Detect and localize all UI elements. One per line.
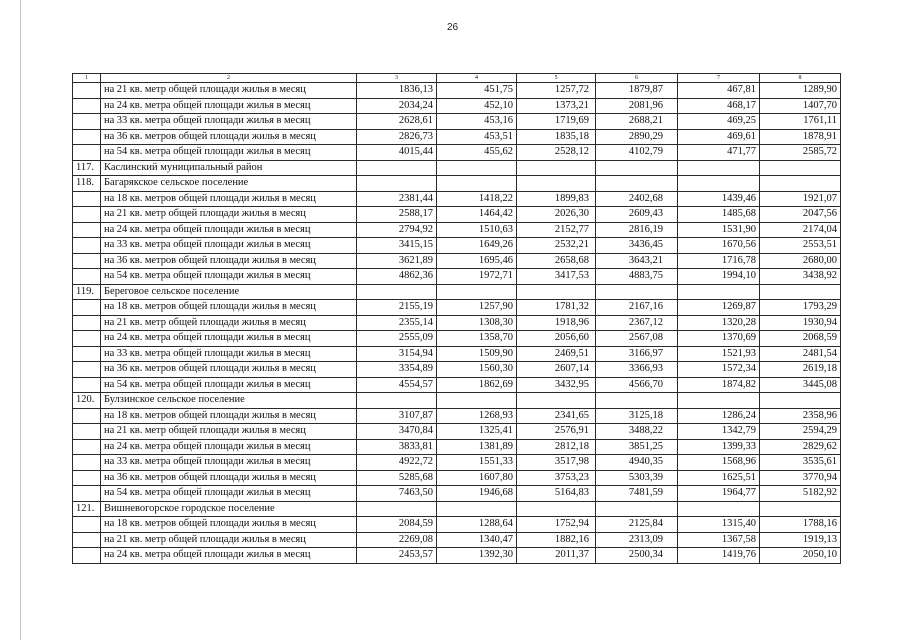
value-cell: 2313,09 <box>596 532 678 548</box>
value-cell: 3753,23 <box>517 470 596 486</box>
table-row <box>73 145 841 161</box>
value-cell: 2528,12 <box>517 145 596 161</box>
section-title: Булзинское сельское поселение <box>101 393 357 409</box>
value-cell: 4883,75 <box>596 269 678 285</box>
empty-cell <box>437 284 517 300</box>
value-cell: 1862,69 <box>437 377 517 393</box>
value-cell: 1625,51 <box>678 470 760 486</box>
value-cell: 1649,26 <box>437 238 517 254</box>
empty-cell <box>517 284 596 300</box>
section-number: 121. <box>73 501 101 517</box>
section-number: 120. <box>73 393 101 409</box>
value-cell: 3517,98 <box>517 455 596 471</box>
row-description: на 18 кв. метров общей площади жилья в месяц <box>101 191 357 207</box>
value-cell: 2658,68 <box>517 253 596 269</box>
value-cell: 2567,08 <box>596 331 678 347</box>
value-cell: 1793,29 <box>760 300 841 316</box>
value-cell: 2355,14 <box>357 315 437 331</box>
row-description: на 33 кв. метра общей площади жилья в месяц <box>101 455 357 471</box>
section-row <box>73 501 841 517</box>
value-cell: 7481,59 <box>596 486 678 502</box>
empty-cell <box>678 284 760 300</box>
value-cell: 3770,94 <box>760 470 841 486</box>
value-cell: 2812,18 <box>517 439 596 455</box>
table-row <box>73 207 841 223</box>
row-description: на 21 кв. метр общей площади жилья в месяц <box>101 83 357 99</box>
value-cell: 1560,30 <box>437 362 517 378</box>
value-cell: 1874,82 <box>678 377 760 393</box>
table-row <box>73 424 841 440</box>
value-cell: 1695,46 <box>437 253 517 269</box>
value-cell: 2500,34 <box>596 548 678 564</box>
value-cell: 2585,72 <box>760 145 841 161</box>
value-cell: 2481,54 <box>760 346 841 362</box>
value-cell: 1392,30 <box>437 548 517 564</box>
row-number-cell <box>73 222 101 238</box>
row-description: на 24 кв. метра общей площади жилья в месяц <box>101 548 357 564</box>
page-edge-rule <box>20 0 21 640</box>
empty-cell <box>357 393 437 409</box>
row-description: на 21 кв. метр общей площади жилья в месяц <box>101 532 357 548</box>
col-header: 4 <box>437 74 517 83</box>
value-cell: 1381,89 <box>437 439 517 455</box>
value-cell: 1781,32 <box>517 300 596 316</box>
value-cell: 4862,36 <box>357 269 437 285</box>
row-description: на 21 кв. метр общей площади жилья в месяц <box>101 207 357 223</box>
value-cell: 1342,79 <box>678 424 760 440</box>
row-number-cell <box>73 207 101 223</box>
row-description: на 21 кв. метр общей площади жилья в месяц <box>101 424 357 440</box>
value-cell: 1568,96 <box>678 455 760 471</box>
empty-cell <box>760 176 841 192</box>
row-description: на 54 кв. метра общей площади жилья в месяц <box>101 486 357 502</box>
value-cell: 2628,61 <box>357 114 437 130</box>
row-number-cell <box>73 83 101 99</box>
value-cell: 1288,64 <box>437 517 517 533</box>
value-cell: 3436,45 <box>596 238 678 254</box>
value-cell: 3438,92 <box>760 269 841 285</box>
value-cell: 455,62 <box>437 145 517 161</box>
value-cell: 2381,44 <box>357 191 437 207</box>
empty-cell <box>596 160 678 176</box>
value-cell: 1340,47 <box>437 532 517 548</box>
empty-cell <box>357 284 437 300</box>
value-cell: 2619,18 <box>760 362 841 378</box>
row-number-cell <box>73 548 101 564</box>
row-number-cell <box>73 532 101 548</box>
section-row <box>73 160 841 176</box>
section-number: 118. <box>73 176 101 192</box>
value-cell: 4102,79 <box>596 145 678 161</box>
value-cell: 1607,80 <box>437 470 517 486</box>
row-number-cell <box>73 98 101 114</box>
value-cell: 1946,68 <box>437 486 517 502</box>
empty-cell <box>517 393 596 409</box>
value-cell: 1972,71 <box>437 269 517 285</box>
value-cell: 1286,24 <box>678 408 760 424</box>
value-cell: 3107,87 <box>357 408 437 424</box>
empty-cell <box>596 176 678 192</box>
row-number-cell <box>73 315 101 331</box>
table-row <box>73 114 841 130</box>
value-cell: 1373,21 <box>517 98 596 114</box>
row-description: на 24 кв. метра общей площади жилья в месяц <box>101 439 357 455</box>
row-description: на 36 кв. метров общей площади жилья в месяц <box>101 253 357 269</box>
table-row <box>73 548 841 564</box>
row-number-cell <box>73 253 101 269</box>
empty-cell <box>437 501 517 517</box>
value-cell: 452,10 <box>437 98 517 114</box>
row-number-cell <box>73 300 101 316</box>
value-cell: 1289,90 <box>760 83 841 99</box>
value-cell: 1320,28 <box>678 315 760 331</box>
value-cell: 1761,11 <box>760 114 841 130</box>
row-description: на 18 кв. метров общей площади жилья в месяц <box>101 517 357 533</box>
row-number-cell <box>73 191 101 207</box>
value-cell: 471,77 <box>678 145 760 161</box>
value-cell: 1879,87 <box>596 83 678 99</box>
empty-cell <box>760 160 841 176</box>
value-cell: 1257,72 <box>517 83 596 99</box>
value-cell: 2829,62 <box>760 439 841 455</box>
value-cell: 1835,18 <box>517 129 596 145</box>
row-description: на 21 кв. метр общей площади жилья в месяц <box>101 315 357 331</box>
table-row <box>73 362 841 378</box>
value-cell: 1994,10 <box>678 269 760 285</box>
row-description: на 24 кв. метра общей площади жилья в месяц <box>101 331 357 347</box>
row-number-cell <box>73 129 101 145</box>
empty-cell <box>596 501 678 517</box>
value-cell: 2826,73 <box>357 129 437 145</box>
value-cell: 1670,56 <box>678 238 760 254</box>
col-header: 1 <box>73 74 101 83</box>
value-cell: 2155,19 <box>357 300 437 316</box>
value-cell: 1531,90 <box>678 222 760 238</box>
section-title: Каслинский муниципальный район <box>101 160 357 176</box>
row-number-cell <box>73 377 101 393</box>
value-cell: 1521,93 <box>678 346 760 362</box>
value-cell: 3535,61 <box>760 455 841 471</box>
row-description: на 24 кв. метра общей площади жилья в месяц <box>101 98 357 114</box>
value-cell: 2453,57 <box>357 548 437 564</box>
empty-cell <box>357 160 437 176</box>
col-header: 8 <box>760 74 841 83</box>
tariff-table <box>72 73 841 564</box>
table-row <box>73 377 841 393</box>
value-cell: 1325,41 <box>437 424 517 440</box>
value-cell: 3470,84 <box>357 424 437 440</box>
value-cell: 2794,92 <box>357 222 437 238</box>
row-number-cell <box>73 238 101 254</box>
row-description: на 33 кв. метра общей площади жилья в месяц <box>101 346 357 362</box>
row-description: на 54 кв. метра общей площади жилья в месяц <box>101 269 357 285</box>
value-cell: 5182,92 <box>760 486 841 502</box>
value-cell: 1464,42 <box>437 207 517 223</box>
value-cell: 468,17 <box>678 98 760 114</box>
empty-cell <box>517 176 596 192</box>
value-cell: 3833,81 <box>357 439 437 455</box>
value-cell: 1551,33 <box>437 455 517 471</box>
col-header: 2 <box>101 74 357 83</box>
table-row <box>73 331 841 347</box>
empty-cell <box>437 393 517 409</box>
table-row <box>73 269 841 285</box>
col-header: 3 <box>357 74 437 83</box>
value-cell: 1439,46 <box>678 191 760 207</box>
empty-cell <box>517 160 596 176</box>
value-cell: 469,61 <box>678 129 760 145</box>
row-description: на 24 кв. метра общей площади жилья в месяц <box>101 222 357 238</box>
value-cell: 1921,07 <box>760 191 841 207</box>
value-cell: 2358,96 <box>760 408 841 424</box>
empty-cell <box>596 393 678 409</box>
table-row <box>73 83 841 99</box>
value-cell: 2167,16 <box>596 300 678 316</box>
table-row <box>73 346 841 362</box>
value-cell: 451,75 <box>437 83 517 99</box>
value-cell: 1836,13 <box>357 83 437 99</box>
row-description: на 36 кв. метров общей площади жилья в месяц <box>101 362 357 378</box>
section-row <box>73 176 841 192</box>
value-cell: 1370,69 <box>678 331 760 347</box>
value-cell: 2341,65 <box>517 408 596 424</box>
table-row <box>73 532 841 548</box>
section-number: 119. <box>73 284 101 300</box>
empty-cell <box>678 501 760 517</box>
table-row <box>73 191 841 207</box>
value-cell: 5285,68 <box>357 470 437 486</box>
row-number-cell <box>73 331 101 347</box>
row-number-cell <box>73 408 101 424</box>
value-cell: 2553,51 <box>760 238 841 254</box>
empty-cell <box>517 501 596 517</box>
value-cell: 1572,34 <box>678 362 760 378</box>
table-row <box>73 470 841 486</box>
value-cell: 2594,29 <box>760 424 841 440</box>
value-cell: 2068,59 <box>760 331 841 347</box>
value-cell: 2084,59 <box>357 517 437 533</box>
value-cell: 2026,30 <box>517 207 596 223</box>
table-row <box>73 455 841 471</box>
value-cell: 5303,39 <box>596 470 678 486</box>
value-cell: 2607,14 <box>517 362 596 378</box>
value-cell: 5164,83 <box>517 486 596 502</box>
value-cell: 3354,89 <box>357 362 437 378</box>
empty-cell <box>437 176 517 192</box>
row-number-cell <box>73 486 101 502</box>
value-cell: 2056,60 <box>517 331 596 347</box>
table-body <box>73 83 841 564</box>
value-cell: 1918,96 <box>517 315 596 331</box>
table-row <box>73 315 841 331</box>
value-cell: 4922,72 <box>357 455 437 471</box>
value-cell: 2688,21 <box>596 114 678 130</box>
table-row <box>73 129 841 145</box>
value-cell: 4566,70 <box>596 377 678 393</box>
empty-cell <box>678 176 760 192</box>
value-cell: 1418,22 <box>437 191 517 207</box>
value-cell: 1878,91 <box>760 129 841 145</box>
value-cell: 1510,63 <box>437 222 517 238</box>
value-cell: 1752,94 <box>517 517 596 533</box>
empty-cell <box>678 160 760 176</box>
value-cell: 2816,19 <box>596 222 678 238</box>
value-cell: 1919,13 <box>760 532 841 548</box>
empty-cell <box>760 393 841 409</box>
section-title: Вишневогорское городское поселение <box>101 501 357 517</box>
column-number-row <box>73 74 841 83</box>
table-row <box>73 98 841 114</box>
value-cell: 1399,33 <box>678 439 760 455</box>
value-cell: 1268,93 <box>437 408 517 424</box>
value-cell: 1882,16 <box>517 532 596 548</box>
section-title: Береговое сельское поселение <box>101 284 357 300</box>
value-cell: 3366,93 <box>596 362 678 378</box>
table-row <box>73 486 841 502</box>
empty-cell <box>357 176 437 192</box>
value-cell: 1899,83 <box>517 191 596 207</box>
empty-cell <box>596 284 678 300</box>
table-row <box>73 300 841 316</box>
value-cell: 1788,16 <box>760 517 841 533</box>
table-row <box>73 238 841 254</box>
value-cell: 2034,24 <box>357 98 437 114</box>
section-row <box>73 284 841 300</box>
value-cell: 2011,37 <box>517 548 596 564</box>
row-number-cell <box>73 346 101 362</box>
value-cell: 2588,17 <box>357 207 437 223</box>
value-cell: 1485,68 <box>678 207 760 223</box>
value-cell: 4015,44 <box>357 145 437 161</box>
value-cell: 2081,96 <box>596 98 678 114</box>
row-number-cell <box>73 455 101 471</box>
value-cell: 3154,94 <box>357 346 437 362</box>
col-header: 5 <box>517 74 596 83</box>
value-cell: 2532,21 <box>517 238 596 254</box>
empty-cell <box>760 501 841 517</box>
value-cell: 2555,09 <box>357 331 437 347</box>
empty-cell <box>437 160 517 176</box>
value-cell: 2367,12 <box>596 315 678 331</box>
row-number-cell <box>73 517 101 533</box>
value-cell: 1716,78 <box>678 253 760 269</box>
value-cell: 3432,95 <box>517 377 596 393</box>
value-cell: 3851,25 <box>596 439 678 455</box>
value-cell: 3166,97 <box>596 346 678 362</box>
value-cell: 3488,22 <box>596 424 678 440</box>
value-cell: 2890,29 <box>596 129 678 145</box>
value-cell: 2047,56 <box>760 207 841 223</box>
row-number-cell <box>73 145 101 161</box>
value-cell: 469,25 <box>678 114 760 130</box>
value-cell: 467,81 <box>678 83 760 99</box>
row-description: на 33 кв. метра общей площади жилья в месяц <box>101 238 357 254</box>
value-cell: 2576,91 <box>517 424 596 440</box>
value-cell: 1367,58 <box>678 532 760 548</box>
row-description: на 18 кв. метров общей площади жилья в месяц <box>101 300 357 316</box>
row-description: на 33 кв. метра общей площади жилья в месяц <box>101 114 357 130</box>
value-cell: 2469,51 <box>517 346 596 362</box>
row-number-cell <box>73 424 101 440</box>
empty-cell <box>760 284 841 300</box>
value-cell: 1257,90 <box>437 300 517 316</box>
value-cell: 3621,89 <box>357 253 437 269</box>
value-cell: 1419,76 <box>678 548 760 564</box>
value-cell: 7463,50 <box>357 486 437 502</box>
page-number: 26 <box>446 22 459 33</box>
value-cell: 3643,21 <box>596 253 678 269</box>
value-cell: 1964,77 <box>678 486 760 502</box>
value-cell: 3415,15 <box>357 238 437 254</box>
value-cell: 2125,84 <box>596 517 678 533</box>
value-cell: 1308,30 <box>437 315 517 331</box>
row-number-cell <box>73 269 101 285</box>
table-row <box>73 222 841 238</box>
value-cell: 4940,35 <box>596 455 678 471</box>
value-cell: 3125,18 <box>596 408 678 424</box>
value-cell: 4554,57 <box>357 377 437 393</box>
value-cell: 2402,68 <box>596 191 678 207</box>
row-description: на 18 кв. метров общей площади жилья в месяц <box>101 408 357 424</box>
value-cell: 1407,70 <box>760 98 841 114</box>
value-cell: 453,16 <box>437 114 517 130</box>
value-cell: 1315,40 <box>678 517 760 533</box>
section-number: 117. <box>73 160 101 176</box>
col-header: 6 <box>596 74 678 83</box>
value-cell: 1269,87 <box>678 300 760 316</box>
table-row <box>73 439 841 455</box>
value-cell: 3445,08 <box>760 377 841 393</box>
row-description: на 36 кв. метров общей площади жилья в месяц <box>101 470 357 486</box>
value-cell: 1719,69 <box>517 114 596 130</box>
row-number-cell <box>73 362 101 378</box>
row-number-cell <box>73 470 101 486</box>
value-cell: 2152,77 <box>517 222 596 238</box>
row-number-cell <box>73 439 101 455</box>
value-cell: 2269,08 <box>357 532 437 548</box>
empty-cell <box>678 393 760 409</box>
row-number-cell <box>73 114 101 130</box>
row-description: на 54 кв. метра общей площади жилья в месяц <box>101 145 357 161</box>
value-cell: 2174,04 <box>760 222 841 238</box>
value-cell: 2680,00 <box>760 253 841 269</box>
col-header: 7 <box>678 74 760 83</box>
value-cell: 2609,43 <box>596 207 678 223</box>
table-row <box>73 253 841 269</box>
row-description: на 36 кв. метров общей площади жилья в месяц <box>101 129 357 145</box>
section-title: Багарякское сельское поселение <box>101 176 357 192</box>
empty-cell <box>357 501 437 517</box>
value-cell: 453,51 <box>437 129 517 145</box>
value-cell: 1358,70 <box>437 331 517 347</box>
section-row <box>73 393 841 409</box>
table-row <box>73 408 841 424</box>
value-cell: 3417,53 <box>517 269 596 285</box>
table-row <box>73 517 841 533</box>
row-description: на 54 кв. метра общей площади жилья в месяц <box>101 377 357 393</box>
value-cell: 1509,90 <box>437 346 517 362</box>
value-cell: 1930,94 <box>760 315 841 331</box>
value-cell: 2050,10 <box>760 548 841 564</box>
